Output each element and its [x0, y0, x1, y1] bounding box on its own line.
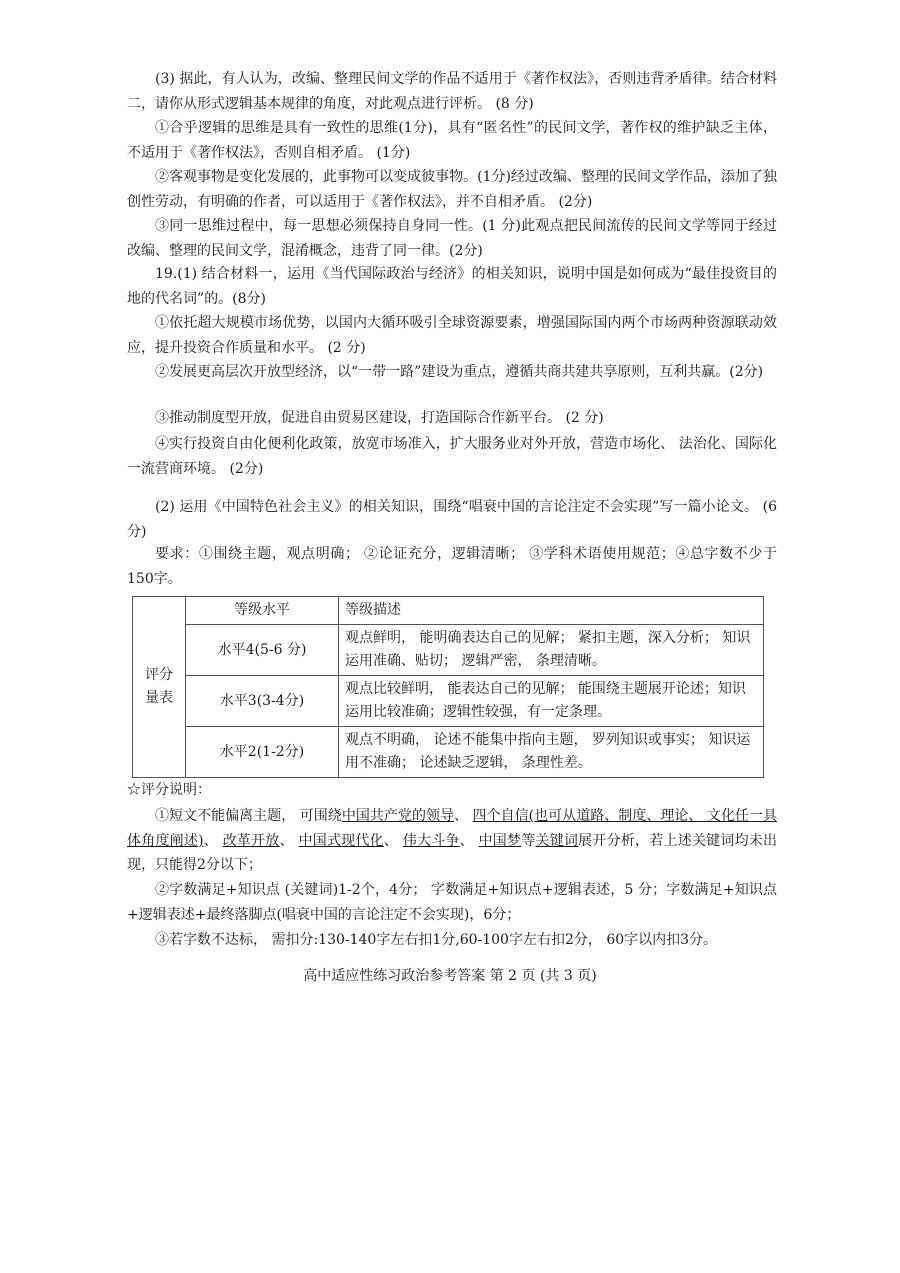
note-3 — [127, 928, 777, 953]
grading-table — [132, 596, 764, 778]
desc-cell — [339, 676, 764, 727]
keyword-four-confidences: 四个自信(也可从道路、制度、理论、 文化任一具体角度阐述) — [127, 808, 778, 849]
answer-text: ①依托超大规模市场优势，以国内大循环吸引全球资源要素，增强国际国内两个市场两种资源联动效应，提升投资合作质量和水平。 (2 分) — [127, 315, 777, 356]
note-separator: 、 — [454, 808, 473, 824]
question-19-2 — [127, 495, 777, 544]
level-description: 观点不明确， 论述不能集中指向主题， 罗列知识或事实； 知识运用不准确； 论述缺乏逻辑， 条理性差。 — [345, 732, 751, 771]
table-row — [133, 625, 764, 676]
table-row — [133, 727, 764, 778]
desc-cell — [339, 625, 764, 676]
table-title-cell — [133, 597, 186, 778]
answer-point-2 — [127, 165, 777, 214]
note-separator: 、 — [383, 832, 403, 849]
header-level-cell — [186, 597, 339, 625]
answer-text: ③推动制度型开放，促进自由贸易区建设，打造国际合作新平台。 (2 分) — [155, 410, 604, 426]
level-label: 水平2(1-2分) — [219, 743, 305, 760]
page-footer — [0, 965, 900, 985]
header-desc: 等级描述 — [345, 602, 401, 618]
level-label: 水平3(3-4分) — [219, 692, 305, 709]
note-text: ③若字数不达标， 需扣分:130-140字左右扣1分,60-100字左右扣2分， 60字以内扣3分。 — [155, 932, 718, 948]
level-label: 水平4(5-6 分) — [217, 641, 307, 658]
level-cell — [186, 727, 339, 778]
answer-text: ④实行投资自由化便利化政策，放宽市场准入，扩大服务业对外开放，营造市场化、 法治化、国际化一流营商环境。 (2分) — [127, 436, 777, 477]
table-title: 评分量表 — [145, 667, 173, 706]
note-1 — [127, 804, 777, 878]
note-text: 等 — [521, 832, 536, 849]
keyword-party-leadership: 中国共产党的领导 — [341, 808, 455, 824]
keyword-chinese-dream: 中国梦 — [478, 832, 522, 849]
requirements-text: 要求：①围绕主题，观点明确； ②论证充分，逻辑清晰； ③学科术语使用规范；④总字数不少于150字。 — [127, 546, 777, 587]
requirements — [127, 542, 777, 591]
answer-point-1 — [127, 311, 777, 360]
answer-point-1 — [127, 116, 777, 165]
answer-text: ②客观事物是变化发展的，此事物可以变成彼事物。(1分)经过改编、整理的民间文学作品，添加了独创性劳动，有明确的作者，可以适用于《著作权法》，并不自相矛盾。 (2分) — [127, 169, 777, 210]
keyword-modernization: 中国式现代化 — [298, 832, 384, 849]
answer-text: ②发展更高层次开放型经济，以“一带一路”建设为重点，遵循共商共建共享原则，互利共赢。(2分) — [155, 364, 764, 380]
question-18-3 — [127, 67, 777, 116]
answer-point-3 — [127, 406, 777, 431]
question-text: (2) 运用《中国特色社会主义》的相关知识，围绕“唱衰中国的言论注定不会实现”写一篇小论文。 (6分) — [127, 499, 777, 540]
answer-point-2 — [127, 360, 777, 385]
note-separator: 、 — [279, 832, 299, 849]
level-cell — [186, 676, 339, 727]
question-19-1 — [127, 262, 777, 311]
header-level: 等级水平 — [234, 602, 290, 618]
answer-point-3 — [127, 214, 777, 263]
keyword-great-struggle: 伟大斗争 — [402, 832, 460, 849]
keyword-keywords: 关键词 — [535, 832, 579, 849]
note-text: ②字数满足+知识点 (关键词)1-2个，4分； 字数满足+知识点+逻辑表述，5 分；字数满足+知识点+逻辑表述+最终落脚点(唱衰中国的言论注定不会实现)，6分； — [127, 882, 777, 923]
note-separator: 、 — [459, 832, 479, 849]
table-header-row — [133, 597, 764, 625]
notes-heading — [127, 778, 777, 803]
note-text: 展开分析，若上述关键词均未出现，只能得2分以下； — [127, 832, 778, 873]
desc-cell — [339, 727, 764, 778]
table-row — [133, 676, 764, 727]
footer-text: 高中适应性练习政治参考答案 第 2 页 (共 3 页) — [303, 968, 597, 984]
question-text: 19.(1) 结合材料一，运用《当代国际政治与经济》的相关知识，说明中国是如何成为“最佳投资目的地的代名词”的。(8分) — [127, 266, 777, 307]
answer-text: ①合乎逻辑的思维是具有一致性的思维(1分)，具有“匿名性”的民间文学，著作权的维护缺乏主体，不适用于《著作权法》，否则自相矛盾。 (1分) — [127, 120, 777, 161]
note-2 — [127, 878, 777, 927]
level-cell — [186, 625, 339, 676]
note-text: ①短文不能偏离主题， 可围绕 — [155, 808, 342, 824]
question-text: (3) 据此，有人认为，改编、整理民间文学的作品不适用于《著作权法》，否则违背矛盾律。结合材料二，请你从形式逻辑基本规律的角度，对此观点进行评析。 (8 分) — [127, 71, 777, 112]
note-separator: 、 — [203, 832, 223, 849]
keyword-reform-opening: 改革开放 — [222, 832, 280, 849]
answer-point-4 — [127, 432, 777, 481]
notes-heading-text: ☆评分说明： — [127, 782, 211, 798]
level-description: 观点鲜明， 能明确表达自己的见解； 紧扣主题，深入分析； 知识运用准确、贴切； 逻辑严密， 条理清晰。 — [345, 630, 751, 669]
header-desc-cell — [339, 597, 764, 625]
answer-text: ③同一思维过程中，每一思想必须保持自身同一性。(1 分)此观点把民间流传的民间文学等同于经过改编、整理的民间文学，混淆概念，违背了同一律。(2分) — [127, 218, 777, 259]
level-description: 观点比较鲜明， 能表达自己的见解； 能围绕主题展开论述；知识运用比较准确；逻辑性较强，有一定条理。 — [345, 681, 746, 720]
